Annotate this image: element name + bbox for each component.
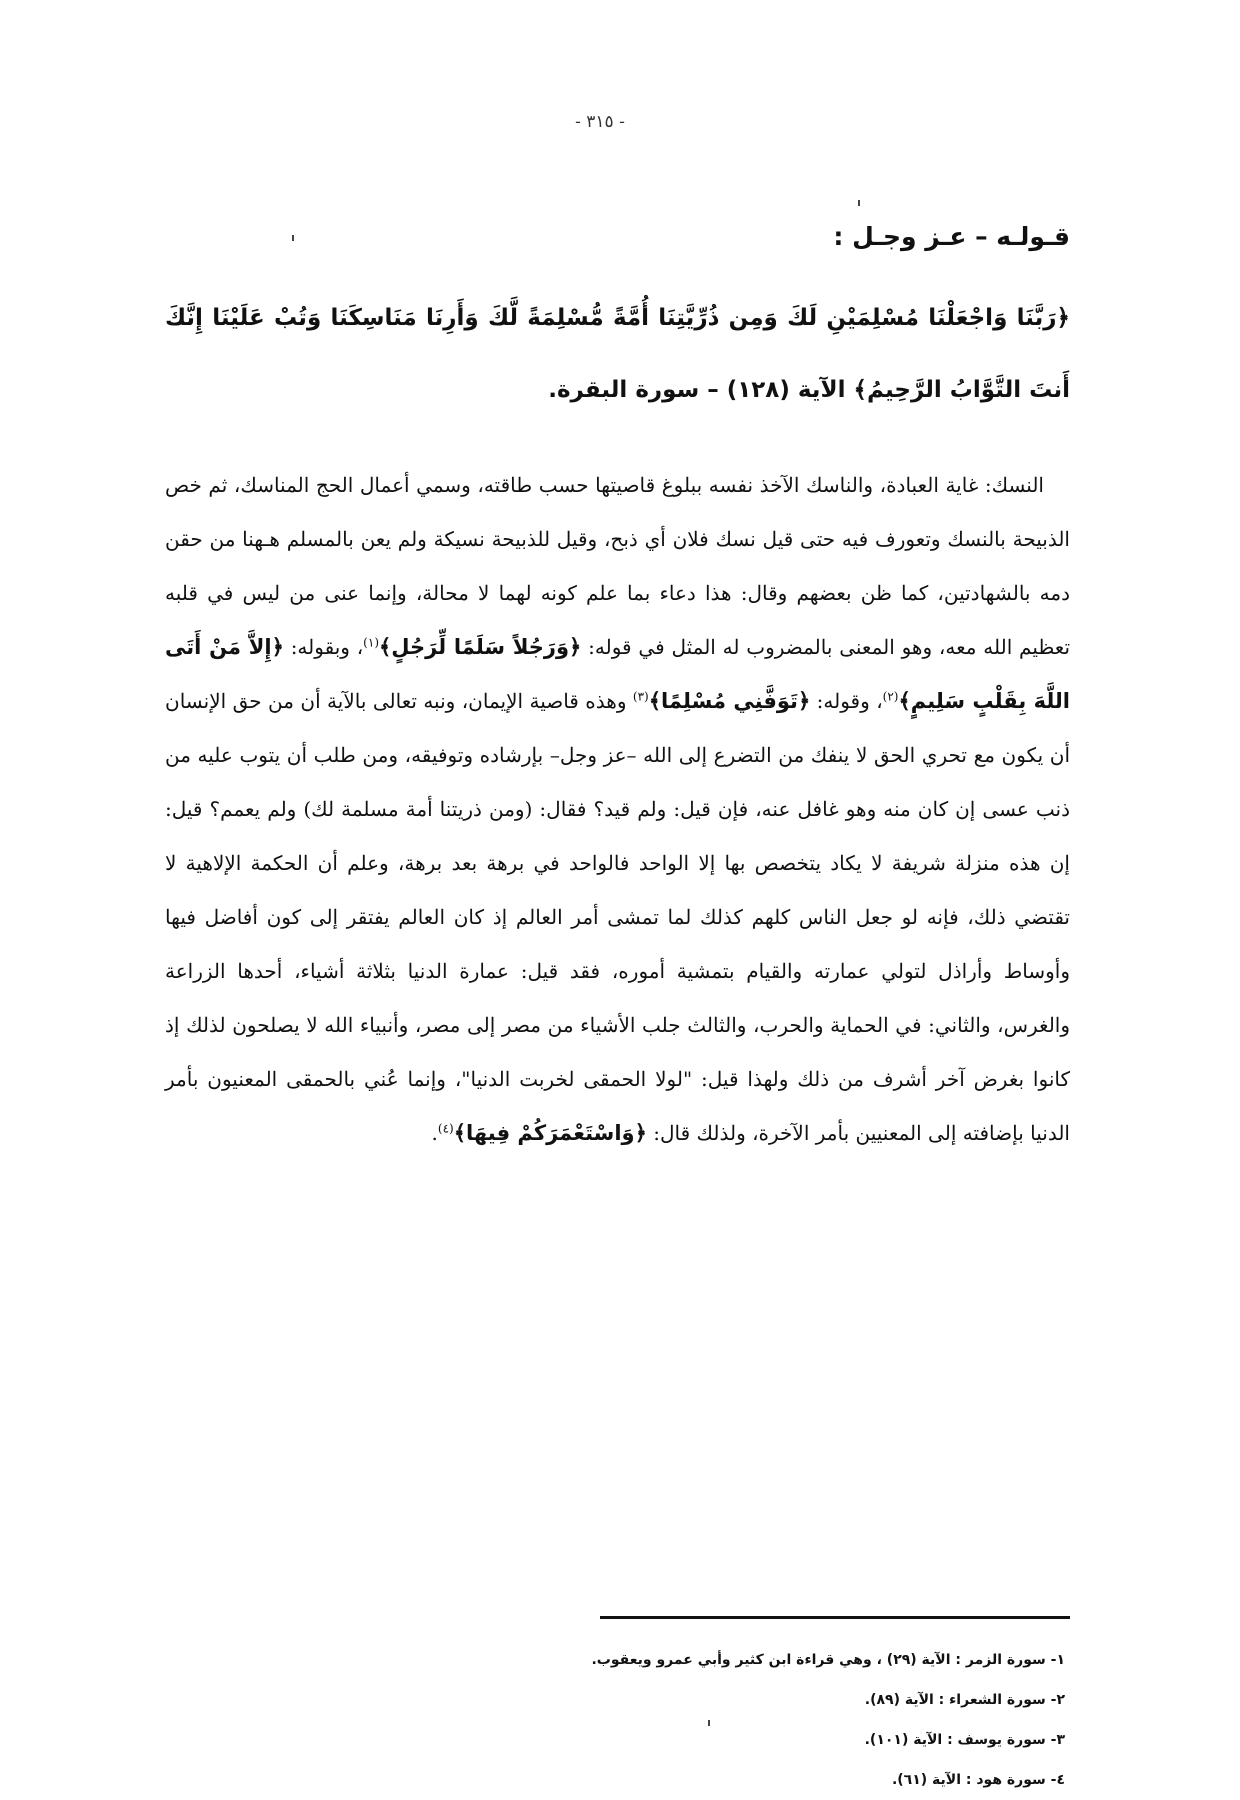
quote-1: ﴿وَرَجُلاً سَلَمًا لِّرَجُلٍ﴾ (379, 635, 582, 659)
body-text-part-2: ، وبقوله: (290, 635, 364, 659)
scan-speck (292, 235, 294, 241)
footnote-ref-2[interactable]: (٢) (882, 689, 899, 704)
commentary-paragraph (165, 458, 1070, 1160)
quote-2: ﴿إِلاَّ مَنْ أَتَى اللَّهَ بِقَلْبٍ سَلِيمٍ﴾ (165, 635, 1070, 713)
verse-text: ﴿رَبَّنَا وَاجْعَلْنَا مُسْلِمَيْنِ لَكَ وَمِن ذُرِّيَّتِنَا أُمَّةً مُّسْلِمَةً لَّكَ وَأَرِنَا مَنَاسِكَنَا وَتُبْ عَلَيْنَا إِنَّكَ أَنتَ التَّوَّابُ الرَّحِيمُ﴾ (165, 305, 1070, 403)
footnote-1: ١- سورة الزمر : الآية (٢٩) ، وهي قراءة ابن كثير وأبي عمرو ويعقوب. (591, 1652, 1065, 1668)
footnote-divider (600, 1616, 1070, 1619)
footnotes-list (345, 1640, 1065, 1800)
footnote-ref-4[interactable]: (٤) (437, 1121, 454, 1136)
footnote-2: ٢- سورة الشعراء : الآية (٨٩). (864, 1692, 1065, 1708)
footnote-ref-3[interactable]: (٣) (632, 689, 649, 704)
footnote-4: ٤- سورة هود : الآية (٦١). (891, 1772, 1065, 1788)
scan-speck (708, 1720, 710, 1726)
quran-verse (165, 282, 1070, 426)
scan-speck (858, 200, 860, 206)
commentary-body (165, 458, 1070, 1160)
footnote-3: ٣- سورة يوسف : الآية (١٠١). (864, 1732, 1065, 1748)
footnote-ref-1[interactable]: (١) (363, 635, 379, 650)
body-text-part-3: ، وقوله: (816, 689, 883, 713)
quote-4: ﴿وَاسْتَعْمَرَكُمْ فِيهَا﴾ (453, 1121, 647, 1145)
section-heading: قـولـه – عـز وجـل : (833, 222, 1070, 251)
verse-reference: الآية (١٢٨) – سورة البقرة. (548, 377, 846, 403)
quote-3: ﴿تَوَفَّنِي مُسْلِمًا﴾ (648, 689, 811, 713)
body-text-part-1: النسك: غاية العبادة، والناسك الآخذ نفسه ببلوغ قاصيتها حسب طاقته، وسمي أعمال الحج المناسك، ثم خص الذبيحة بالنسك وتعورف فيه حتى قيل نسك فلان أي ذبح، وقيل للذبيحة نسيكة ولم يعن بالمسلم هـهنا من حقن دمه بالشهادتين، كما ظن بعضهم وقال: هذا دعاء بما علم كونه لهما لا محالة، وإنما عنى من ليس في قلبه تعظيم الله معه، وهو المعنى بالمضروب له المثل في قوله: (165, 473, 1071, 659)
page-number: - ٣١٥ - (575, 112, 625, 132)
body-text-part-4: وهذه قاصية الإيمان، ونبه تعالى بالآية أن من حق الإنسان أن يكون مع تحري الحق لا ينفك من التضرع إلى الله –عز وجل– بإرشاده وتوفيقه، ومن طلب أن يتوب عليه من ذنب عسى إن كان منه وهو غافل عنه، فإن قيل: ولم قيد؟ فقال: (ومن ذريتنا أمة مسلمة لك) ولم يعمم؟ قيل: إن هذه منزلة شريفة لا يكاد يتخصص بها إلا الواحد فالواحد في برهة بعد برهة، وعلم أن الحكمة الإلاهية لا تقتضي ذلك، فإنه لو جعل الناس كلهم كذلك لما تمشى أمر العالم إذ كان العالم يفتقر إلى كون أفاضل فيها وأوساط وأراذل لتولي عمارته والقيام بتمشية أموره، فقد قيل: عمارة الدنيا بثلاثة أشياء، أحدها الزراعة والغرس، والثاني: في الحماية والحرب، والثالث جلب الأشياء من مصر إلى مصر، وأنبياء الله لا يصلحون لذلك إذ كانوا بغرض آخر أشرف من ذلك ولهذا قيل: "لولا الحمقى لخربت الدنيا"، وإنما عُني بالحمقى المعنيون بأمر الدنيا بإضافته إلى المعنيين بأمر الآخرة، ولذلك قال: (165, 689, 1071, 1145)
body-text-part-5: . (431, 1121, 438, 1145)
